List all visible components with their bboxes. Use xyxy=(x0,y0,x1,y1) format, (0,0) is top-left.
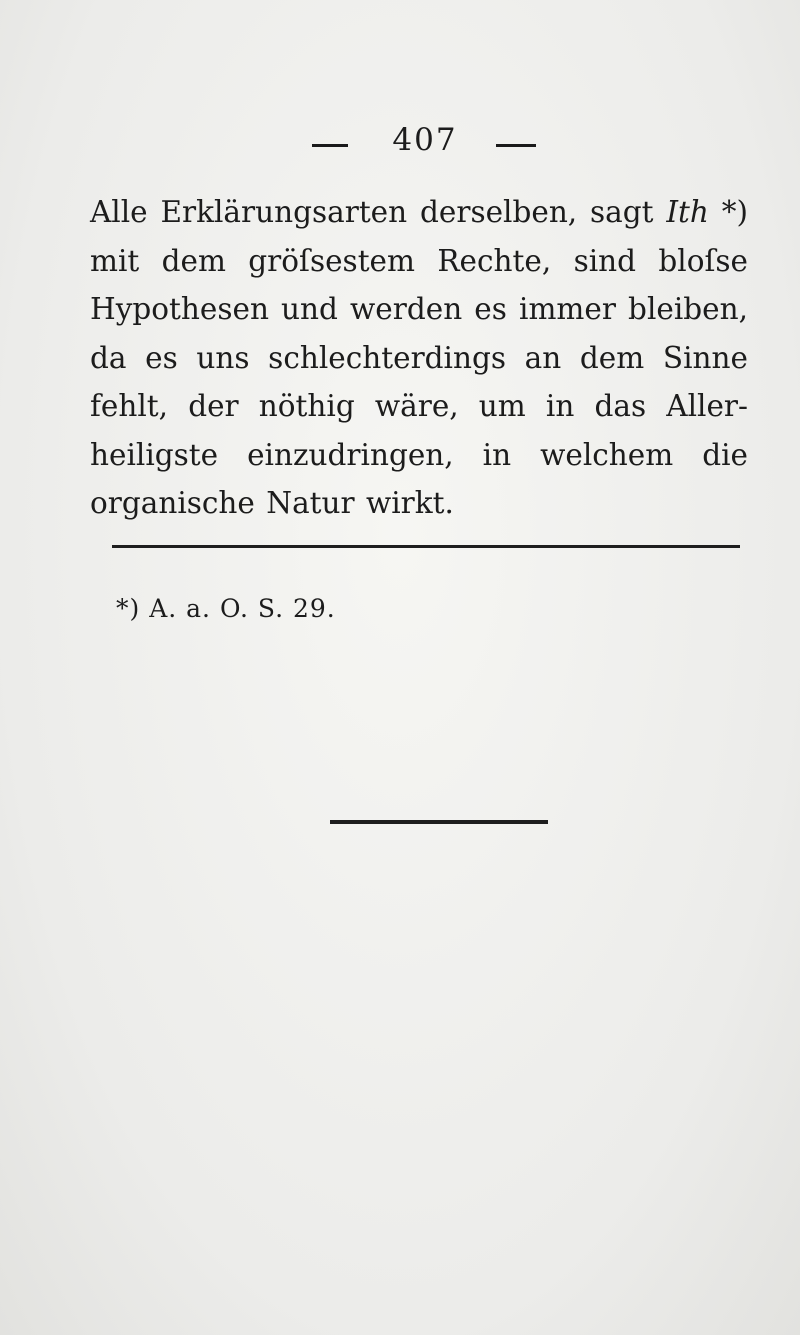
text-line: Hypothesen und werden es immer bleiben, xyxy=(90,292,748,326)
text-line: organische Natur wirkt. xyxy=(90,486,454,520)
author-name: Ith xyxy=(666,195,709,229)
page-header xyxy=(0,118,800,168)
text-line: mit dem gröſsestem Rechte, sind bloſse xyxy=(90,243,748,278)
footnote-separator-rule xyxy=(112,545,740,548)
page-number: 407 xyxy=(392,122,458,158)
header-dash-left xyxy=(312,144,348,147)
text-line: da es uns schlechterdings an dem Sinne xyxy=(90,340,748,375)
text-line: Alle Erklärungsarten derselben, sagt Ith *) xyxy=(90,195,748,229)
footnote: *) A. a. O. S. 29. xyxy=(116,594,336,623)
body-paragraph xyxy=(90,188,748,528)
header-dash-right xyxy=(496,144,536,147)
section-end-rule xyxy=(330,820,548,824)
text-line: heiligste einzudringen, in welchem die xyxy=(90,437,748,472)
text-line: fehlt, der nöthig wäre, um in das Aller- xyxy=(90,389,748,423)
